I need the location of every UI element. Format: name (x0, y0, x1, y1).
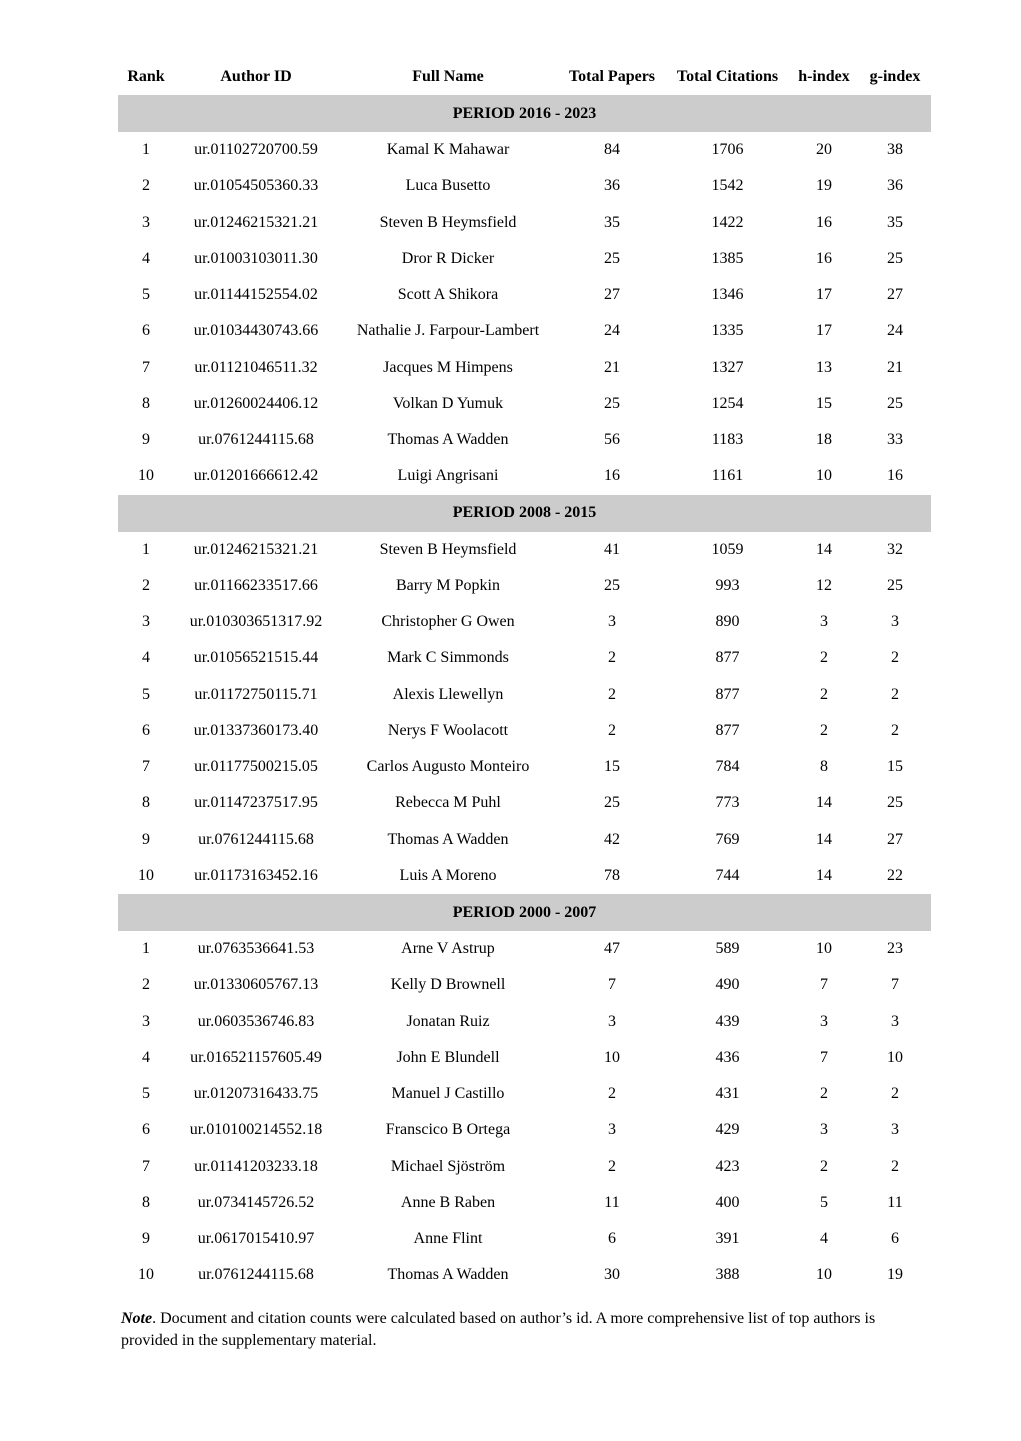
cell-full-name: Steven B Heymsfield (379, 213, 517, 231)
cell-g-index: 10 (887, 1048, 903, 1066)
cell-g-index: 27 (887, 830, 903, 848)
cell-h-index: 17 (816, 322, 832, 340)
table-row (118, 241, 931, 277)
cell-total-citations: 993 (715, 576, 740, 594)
table-row (118, 277, 931, 313)
cell-rank: 5 (142, 286, 150, 304)
cell-author-id: ur.01337360173.40 (193, 721, 319, 739)
cell-rank: 9 (142, 431, 150, 449)
cell-h-index: 10 (816, 1266, 832, 1284)
cell-total-citations: 391 (715, 1230, 740, 1248)
cell-rank: 3 (142, 613, 150, 631)
cell-full-name: Thomas A Wadden (387, 1266, 509, 1284)
cell-total-papers: 10 (604, 1048, 620, 1066)
period-row (118, 495, 931, 532)
cell-h-index: 15 (816, 394, 832, 412)
cell-author-id: ur.0761244115.68 (198, 1266, 314, 1284)
cell-h-index: 16 (816, 249, 832, 267)
cell-total-papers: 25 (604, 249, 620, 267)
cell-full-name: Luis A Moreno (399, 866, 497, 884)
cell-total-citations: 769 (715, 830, 740, 848)
table-row (118, 1076, 931, 1112)
cell-g-index: 25 (887, 394, 903, 412)
cell-author-id: ur.010100214552.18 (189, 1121, 323, 1139)
table-row (118, 640, 931, 676)
cell-total-citations: 388 (715, 1266, 740, 1284)
cell-full-name: Jonatan Ruiz (406, 1012, 490, 1030)
period-label: PERIOD 2008 - 2015 (118, 495, 931, 532)
cell-author-id: ur.01034430743.66 (193, 322, 319, 340)
cell-rank: 8 (142, 394, 150, 412)
cell-total-papers: 11 (604, 1193, 620, 1211)
cell-rank: 10 (138, 866, 154, 884)
cell-author-id: ur.01330605767.13 (193, 976, 319, 994)
cell-h-index: 14 (816, 794, 832, 812)
cell-total-citations: 784 (715, 758, 740, 776)
cell-h-index: 8 (820, 758, 828, 776)
cell-g-index: 38 (887, 141, 903, 159)
cell-rank: 4 (142, 649, 150, 667)
table-row (118, 568, 931, 604)
cell-full-name: Christopher G Owen (381, 613, 515, 631)
cell-author-id: ur.01141203233.18 (194, 1157, 318, 1175)
cell-total-papers: 36 (604, 177, 620, 195)
cell-total-papers: 35 (604, 213, 620, 231)
table-row (118, 168, 931, 204)
cell-total-citations: 1385 (711, 249, 744, 267)
table-row (118, 1185, 931, 1221)
table-row (118, 749, 931, 785)
cell-full-name: Franscico B Ortega (385, 1121, 511, 1139)
cell-full-name: Michael Sjöström (390, 1157, 506, 1175)
cell-total-citations: 439 (715, 1012, 740, 1030)
cell-g-index: 23 (887, 940, 903, 958)
cell-total-papers: 56 (604, 431, 620, 449)
cell-full-name: Luca Busetto (405, 177, 491, 195)
cell-author-id: ur.016521157605.49 (190, 1048, 322, 1066)
cell-full-name: Mark C Simmonds (387, 649, 509, 667)
cell-g-index: 27 (887, 286, 903, 304)
cell-g-index: 2 (891, 1157, 899, 1175)
header-row (118, 59, 931, 95)
period-row (118, 894, 931, 931)
cell-g-index: 36 (887, 177, 903, 195)
cell-g-index: 3 (891, 1121, 899, 1139)
cell-rank: 4 (142, 249, 150, 267)
cell-h-index: 2 (820, 685, 828, 703)
cell-total-citations: 877 (715, 721, 740, 739)
cell-total-papers: 2 (608, 1085, 616, 1103)
cell-h-index: 16 (816, 213, 832, 231)
cell-author-id: ur.01003103011.30 (194, 249, 318, 267)
cell-total-citations: 429 (715, 1121, 740, 1139)
cell-total-papers: 30 (604, 1266, 620, 1284)
cell-author-id: ur.01177500215.05 (194, 758, 318, 776)
cell-total-citations: 1327 (711, 358, 744, 376)
cell-full-name: Anne B Raben (400, 1193, 496, 1211)
table-row (118, 1040, 931, 1076)
cell-g-index: 16 (887, 467, 903, 485)
cell-h-index: 7 (820, 1048, 828, 1066)
cell-h-index: 18 (816, 431, 832, 449)
cell-rank: 4 (142, 1048, 150, 1066)
cell-total-papers: 47 (604, 940, 620, 958)
table-row (118, 422, 931, 458)
note-label: Note (121, 1309, 153, 1327)
cell-h-index: 14 (816, 540, 832, 558)
table-row (118, 132, 931, 168)
cell-author-id: ur.01260024406.12 (193, 394, 319, 412)
cell-author-id: ur.0734145726.52 (197, 1193, 315, 1211)
cell-g-index: 2 (891, 1085, 899, 1103)
cell-h-index: 13 (816, 358, 832, 376)
top-authors-table (118, 59, 931, 1294)
cell-h-index: 10 (816, 467, 832, 485)
cell-author-id: ur.01121046511.32 (194, 358, 318, 376)
cell-rank: 5 (142, 1085, 150, 1103)
cell-full-name: Scott A Shikora (397, 286, 499, 304)
cell-rank: 1 (142, 940, 150, 958)
cell-h-index: 2 (820, 649, 828, 667)
cell-total-citations: 1346 (711, 286, 744, 304)
cell-total-citations: 773 (715, 794, 740, 812)
cell-total-papers: 25 (604, 794, 620, 812)
table-row (118, 822, 931, 858)
cell-total-papers: 2 (608, 721, 616, 739)
cell-h-index: 5 (820, 1193, 828, 1211)
table-row (118, 532, 931, 568)
table-row (118, 785, 931, 821)
cell-rank: 9 (142, 1230, 150, 1248)
cell-author-id: ur.01246215321.21 (193, 213, 319, 231)
column-header-h-index: h-index (798, 68, 850, 85)
period-label: PERIOD 2000 - 2007 (118, 894, 931, 931)
cell-author-id: ur.01147237517.95 (194, 794, 318, 812)
cell-rank: 1 (142, 540, 150, 558)
table-row (118, 1004, 931, 1040)
cell-g-index: 3 (891, 1012, 899, 1030)
table-row (118, 386, 931, 422)
table-row (118, 350, 931, 386)
cell-g-index: 19 (887, 1266, 903, 1284)
cell-rank: 6 (142, 322, 150, 340)
table-row (118, 458, 931, 494)
cell-total-papers: 24 (604, 322, 620, 340)
cell-full-name: Luigi Angrisani (397, 467, 499, 485)
cell-full-name: Steven B Heymsfield (379, 540, 517, 558)
cell-total-citations: 1059 (711, 540, 744, 558)
cell-author-id: ur.01166233517.66 (194, 576, 318, 594)
cell-full-name: Thomas A Wadden (387, 830, 509, 848)
cell-total-citations: 744 (715, 866, 740, 884)
cell-author-id: ur.01102720700.59 (194, 141, 318, 159)
cell-full-name: Nathalie J. Farpour-Lambert (356, 322, 540, 340)
cell-full-name: Kamal K Mahawar (386, 141, 510, 159)
cell-g-index: 15 (887, 758, 903, 776)
table-row (118, 1257, 931, 1293)
cell-h-index: 10 (816, 940, 832, 958)
cell-rank: 6 (142, 721, 150, 739)
table-row (118, 713, 931, 749)
cell-rank: 9 (142, 830, 150, 848)
column-header-total-papers: Total Papers (568, 68, 656, 85)
cell-total-citations: 400 (715, 1193, 740, 1211)
cell-full-name: Manuel J Castillo (391, 1085, 505, 1103)
cell-author-id: ur.01144152554.02 (194, 286, 318, 304)
table-row (118, 931, 931, 967)
table-row (118, 1149, 931, 1185)
cell-total-citations: 1254 (711, 394, 744, 412)
cell-full-name: Anne Flint (413, 1230, 483, 1248)
cell-h-index: 12 (816, 576, 832, 594)
cell-author-id: ur.01201666612.42 (193, 467, 319, 485)
table-row (118, 677, 931, 713)
cell-h-index: 2 (820, 1085, 828, 1103)
cell-g-index: 32 (887, 540, 903, 558)
cell-g-index: 24 (887, 322, 903, 340)
cell-author-id: ur.01207316433.75 (193, 1085, 319, 1103)
cell-rank: 7 (142, 1157, 150, 1175)
cell-g-index: 2 (891, 649, 899, 667)
period-label: PERIOD 2016 - 2023 (118, 95, 931, 132)
cell-full-name: Jacques M Himpens (383, 358, 513, 376)
cell-h-index: 19 (816, 177, 832, 195)
cell-rank: 5 (142, 685, 150, 703)
cell-rank: 2 (142, 576, 150, 594)
cell-g-index: 25 (887, 249, 903, 267)
cell-h-index: 2 (820, 1157, 828, 1175)
cell-total-citations: 1706 (711, 141, 744, 159)
cell-total-papers: 84 (604, 141, 620, 159)
cell-full-name: Volkan D Yumuk (392, 394, 504, 412)
cell-total-citations: 1542 (711, 177, 744, 195)
cell-total-papers: 25 (604, 576, 620, 594)
cell-total-papers: 2 (608, 685, 616, 703)
cell-g-index: 25 (887, 576, 903, 594)
cell-rank: 2 (142, 976, 150, 994)
cell-g-index: 11 (887, 1193, 903, 1211)
cell-rank: 7 (142, 758, 150, 776)
cell-total-papers: 3 (608, 613, 616, 631)
cell-rank: 2 (142, 177, 150, 195)
cell-total-papers: 27 (604, 286, 620, 304)
cell-total-papers: 21 (604, 358, 620, 376)
document-page (118, 59, 931, 1352)
cell-rank: 6 (142, 1121, 150, 1139)
table-row (118, 1112, 931, 1148)
cell-rank: 8 (142, 1193, 150, 1211)
cell-total-citations: 877 (715, 649, 740, 667)
cell-total-citations: 1183 (711, 431, 744, 449)
cell-total-papers: 2 (608, 1157, 616, 1175)
cell-author-id: ur.01173163452.16 (194, 866, 318, 884)
cell-full-name: Carlos Augusto Monteiro (366, 758, 530, 776)
cell-author-id: ur.01172750115.71 (194, 685, 318, 703)
cell-full-name: Nerys F Woolacott (387, 721, 509, 739)
cell-g-index: 7 (891, 976, 899, 994)
table-row (118, 205, 931, 241)
cell-g-index: 33 (887, 431, 903, 449)
cell-total-citations: 436 (715, 1048, 740, 1066)
cell-h-index: 20 (816, 141, 832, 159)
table-row (118, 858, 931, 894)
cell-rank: 3 (142, 1012, 150, 1030)
cell-author-id: ur.01056521515.44 (193, 649, 319, 667)
cell-total-papers: 16 (604, 467, 620, 485)
cell-total-citations: 1161 (711, 467, 744, 485)
cell-g-index: 21 (887, 358, 903, 376)
cell-total-citations: 1422 (711, 213, 744, 231)
cell-g-index: 2 (891, 685, 899, 703)
cell-total-papers: 25 (604, 394, 620, 412)
cell-total-citations: 431 (715, 1085, 740, 1103)
cell-h-index: 7 (820, 976, 828, 994)
note-text: . Document and citation counts were calculated based on author’s id. A more comprehensive list of top authors is provided in the supplementary material. (121, 1309, 876, 1349)
cell-h-index: 14 (816, 830, 832, 848)
cell-full-name: Arne V Astrup (401, 940, 495, 958)
cell-h-index: 3 (820, 1012, 828, 1030)
cell-author-id: ur.0761244115.68 (198, 431, 314, 449)
cell-h-index: 2 (820, 721, 828, 739)
cell-full-name: Alexis Llewellyn (392, 685, 504, 703)
cell-total-citations: 423 (715, 1157, 740, 1175)
cell-rank: 7 (142, 358, 150, 376)
cell-total-papers: 42 (604, 830, 620, 848)
cell-g-index: 3 (891, 613, 899, 631)
table-header (118, 59, 931, 95)
cell-total-papers: 41 (604, 540, 620, 558)
column-header-total-citations: Total Citations (676, 68, 779, 85)
cell-total-papers: 3 (608, 1012, 616, 1030)
cell-h-index: 3 (820, 613, 828, 631)
cell-rank: 10 (138, 467, 154, 485)
cell-full-name: Kelly D Brownell (390, 976, 506, 994)
cell-full-name: Thomas A Wadden (387, 431, 509, 449)
cell-author-id: ur.0603536746.83 (197, 1012, 315, 1030)
cell-h-index: 14 (816, 866, 832, 884)
cell-full-name: Barry M Popkin (396, 576, 500, 594)
cell-rank: 8 (142, 794, 150, 812)
cell-g-index: 25 (887, 794, 903, 812)
cell-total-papers: 15 (604, 758, 620, 776)
cell-g-index: 6 (891, 1230, 899, 1248)
cell-total-papers: 2 (608, 649, 616, 667)
cell-total-citations: 589 (715, 940, 740, 958)
cell-total-citations: 1335 (711, 322, 744, 340)
cell-author-id: ur.0617015410.97 (197, 1230, 315, 1248)
cell-total-papers: 78 (604, 866, 620, 884)
cell-total-papers: 7 (608, 976, 616, 994)
table-row (118, 967, 931, 1003)
cell-h-index: 3 (820, 1121, 828, 1139)
column-header-rank: Rank (127, 68, 165, 85)
period-row (118, 95, 931, 132)
cell-author-id: ur.01246215321.21 (193, 540, 319, 558)
cell-total-citations: 490 (715, 976, 740, 994)
cell-h-index: 17 (816, 286, 832, 304)
table-row (118, 1221, 931, 1257)
cell-full-name: Rebecca M Puhl (395, 794, 501, 812)
column-header-g-index: g-index (869, 68, 921, 85)
cell-total-citations: 890 (715, 613, 740, 631)
cell-total-papers: 6 (608, 1230, 616, 1248)
cell-rank: 1 (142, 141, 150, 159)
cell-author-id: ur.0761244115.68 (198, 830, 314, 848)
cell-full-name: Dror R Dicker (401, 249, 495, 267)
cell-h-index: 4 (820, 1230, 828, 1248)
table-note (121, 1308, 901, 1352)
cell-g-index: 35 (887, 213, 903, 231)
cell-g-index: 2 (891, 721, 899, 739)
column-header-full-name: Full Name (412, 68, 484, 85)
column-header-author-id: Author ID (220, 68, 292, 85)
cell-author-id: ur.01054505360.33 (193, 177, 319, 195)
table-row (118, 604, 931, 640)
cell-author-id: ur.010303651317.92 (189, 613, 323, 631)
cell-full-name: John E Blundell (396, 1048, 500, 1066)
table-body (118, 95, 931, 1294)
cell-rank: 3 (142, 213, 150, 231)
cell-author-id: ur.0763536641.53 (197, 940, 315, 958)
cell-total-citations: 877 (715, 685, 740, 703)
cell-g-index: 22 (887, 866, 903, 884)
table-row (118, 313, 931, 349)
cell-total-papers: 3 (608, 1121, 616, 1139)
cell-rank: 10 (138, 1266, 154, 1284)
